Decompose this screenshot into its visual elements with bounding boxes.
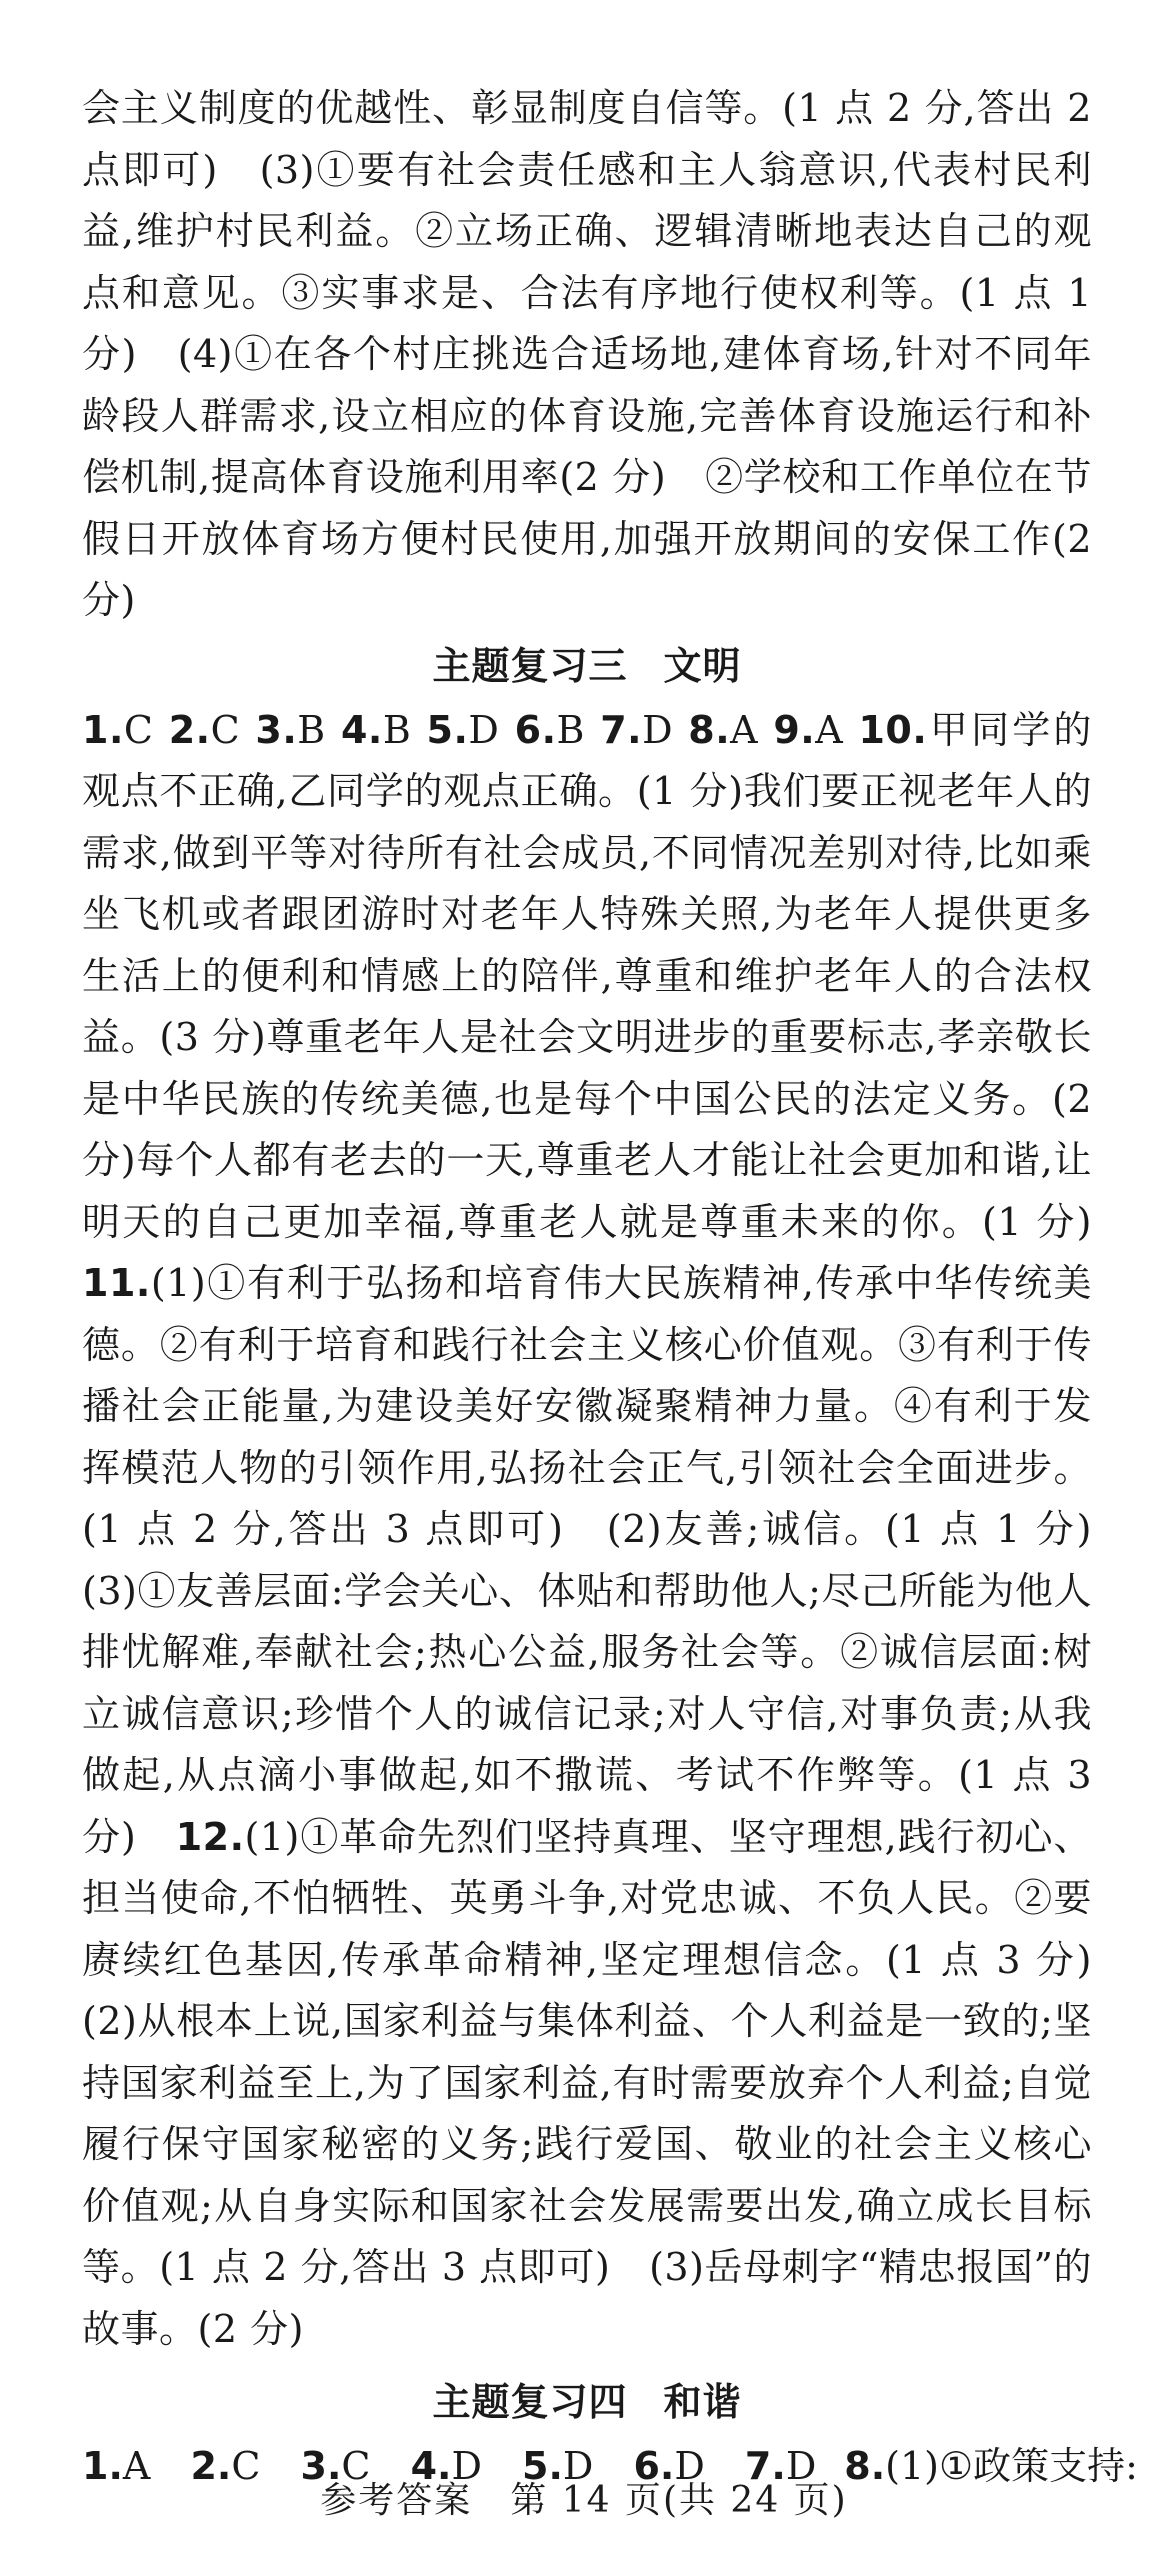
answer-item: 2.C [168,707,241,752]
section-3-title-label: 主题复习三 [432,643,628,688]
answer-item: 7.D [600,707,674,752]
section-3-answers [82,700,1131,2361]
answer-item: 5.D [522,2444,594,2488]
answer-item: 3.B [255,707,326,752]
question-11-number: 11. [82,1261,151,1305]
answer-item: 6.B [514,707,585,752]
question-12-number: 12. [175,1814,245,1859]
answer-item: 9.A [773,707,844,752]
section-4-title-label: 主题复习四 [432,2380,628,2424]
question-12-answer: (1)①革命先烈们坚持真理、坚守理想,践行初心、担当使命,不怕牺牲、英勇斗争,对党忠诚、不负人民。②要赓续红色基因,传承革命精神,坚定理想信念。(1 点 3 分) (2)从根本上说,国家利益与集体利益、个人利益是一致的;坚持国家利益至上,为了国家利益,有时需要放弃个人利益;自觉履行保守国家秘密的义务;践行爱国、敬业的社会主义核心价值观;从自身实际和国家社会发展需要出发,确立成长目标等。(1 点 2 分,答出 3 点即可) (3)岳母刺字“精忠报国”的故事。(2 分) [82,1814,1131,2351]
question-10-number: 10. [858,707,928,752]
section-3-title [82,632,1092,700]
answer-page [82,78,1138,2498]
intro-paragraph: 会主义制度的优越性、彰显制度自信等。(1 点 2 分,答出 2 点即可) (3)①要有社会责任感和主人翁意识,代表村民利益,维护村民利益。②立场正确、逻辑清晰地表达自己的观点和意见。③实事求是、合法有序地行使权利等。(1 点 1 分) (4)①在各个村庄挑选合适场地,建体育场,针对不同年龄段人群需求,设立相应的体育设施,完善体育设施运行和补偿机制,提高体育设施利用率(2 分) ②学校和工作单位在节假日开放体育场方便村民使用,加强开放期间的安保工作(2 分) [82,86,1092,622]
question-8-number: 8. [844,2444,886,2488]
answer-item: 4.B [340,707,412,752]
question-8-answer: (1)①政策支持: [885,2444,1138,2488]
answer-item: 7.D [744,2444,817,2488]
section-3-title-topic: 文明 [663,643,742,688]
answer-item: 8.A [688,707,759,752]
section-4-title [82,2368,1092,2436]
answer-item: 6.D [633,2444,705,2488]
answer-item: 4.D [410,2444,482,2488]
answer-item: 1.C [82,707,154,752]
answer-item: 5.D [426,707,500,752]
question-11-answer: (1)①有利于弘扬和培育伟大民族精神,传承中华传统美德。②有利于培育和践行社会主义核心价值观。③有利于传播社会正能量,为建设美好安徽凝聚精神力量。④有利于发挥模范人物的引领作用,弘扬社会正气,引领社会全面进步。(1 点 2 分,答出 3 点即可) (2)友善;诚信。(1 点 1 分) (3)①友善层面:学会关心、体贴和帮助他人;尽己所能为他人排忧解难,奉献社会;热心公益,服务社会等。②诚信层面:树立诚信意识;珍惜个人的诚信记录;对人守信,对事负责;从我做起,从点滴小事做起,如不撒谎、考试不作弊等。(1 点 3 分) [82,1261,1131,1859]
answer-item: 3.C [300,2444,371,2488]
section-4-title-topic: 和谐 [663,2380,742,2424]
answer-item: 2.C [190,2444,261,2488]
question-10-answer: 甲同学的观点不正确,乙同学的观点正确。(1 分)我们要正视老年人的需求,做到平等对待所有社会成员,不同情况差别对待,比如乘坐飞机或者跟团游时对老年人特殊关照,为老年人提供更多生活上的便利和情感上的陪伴,尊重和维护老年人的合法权益。(3 分)尊重老年人是社会文明进步的重要标志,孝亲敬长是中华民族的传统美德,也是每个中国公民的法定义务。(2 分)每个人都有老去的一天,尊重老人才能让社会更加和谐,让明天的自己更加幸福,尊重老人就是尊重未来的你。(1 分) [82,707,1131,1244]
answer-item: 1.A [82,2444,151,2488]
page-footer: 参考答案 第 14 页(共 24 页) [320,2480,848,2521]
